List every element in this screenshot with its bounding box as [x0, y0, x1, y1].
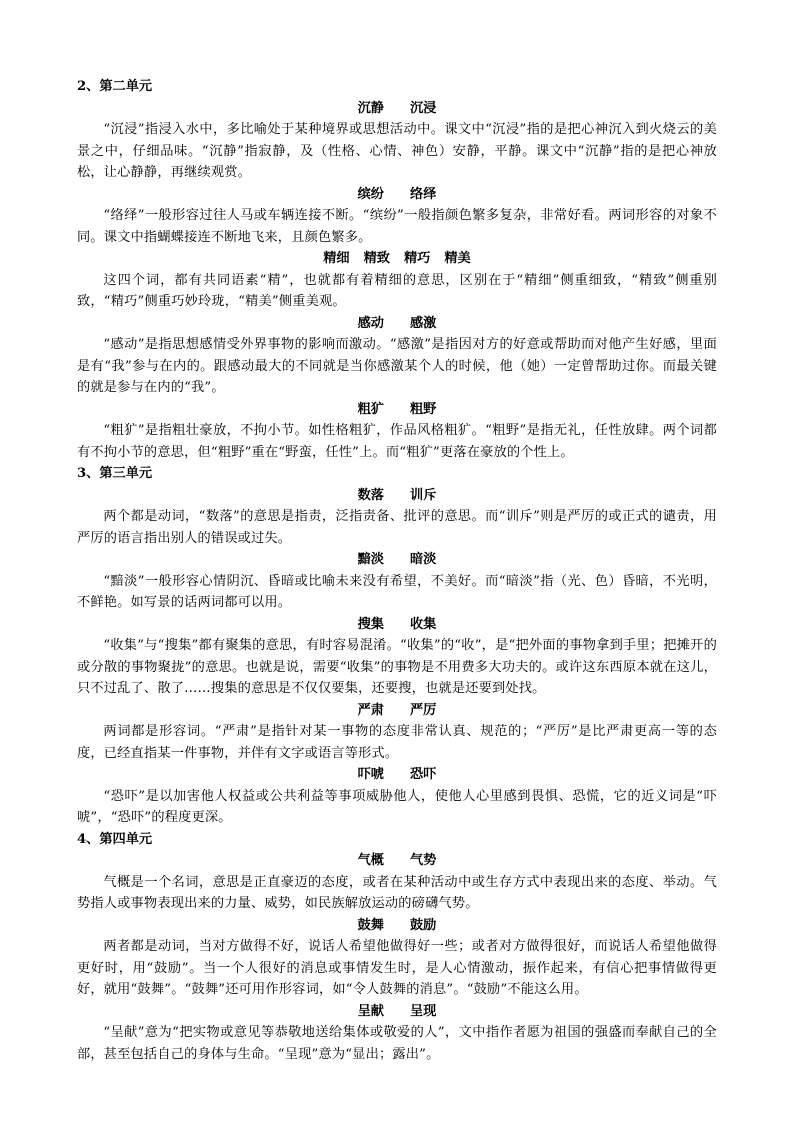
explanation-paragraph: “呈献”意为“把实物或意见等恭敬地送给集体或敬爱的人”，文中指作者愿为祖国的强盛而奉献自己的全部，甚至包括自己的身体与生命。“呈现”意为“显出；露出”。 [77, 1025, 717, 1062]
term: 精美 [444, 251, 471, 266]
term: 粗野 [410, 401, 437, 417]
term: 搜集 [357, 616, 384, 632]
explanation-paragraph: 两个都是动词，“数落”的意思是指责，泛指责备、批评的意思。而“训斥”则是严厉的或正式的谴责，用严厉的语言指出别人的错误或过失。 [77, 509, 717, 546]
term: 数落 [357, 487, 384, 503]
term: 鼓舞 [357, 917, 384, 933]
explanation-paragraph: 气概是一个名词，意思是正直豪迈的态度，或者在某种活动中或生存方式中表现出来的态度、举动。气势指人或事物表现出来的力量、威势，如民族解放运动的磅礴气势。 [77, 874, 717, 911]
term: 粗犷 [357, 401, 384, 417]
term-heading [77, 614, 717, 636]
term: 呈献 [357, 1003, 384, 1019]
term-heading [77, 485, 717, 507]
term: 感动 [357, 315, 384, 331]
term: 气概 [357, 853, 384, 868]
explanation-paragraph: “黯淡”一般形容心情阴沉、昏暗或比喻未来没有希望，不美好。而“暗淡”指（光、色）昏暗，不光明，不鲜艳。如写景的话两词都可以用。 [77, 573, 717, 610]
explanation-paragraph: “粗犷”是指粗壮豪放，不拘小节。如性格粗犷，作品风格粗犷。“粗野”是指无礼，任性放肆。两个词都有不拘小节的意思，但“粗野”重在“野蛮，任性”上。而“粗犷”更落在豪放的个性上。 [77, 423, 717, 460]
term-heading [77, 764, 717, 786]
section-unit-4 [77, 829, 717, 1066]
term-heading [77, 313, 717, 335]
term: 严肃 [357, 702, 384, 718]
section-unit-2 [77, 76, 717, 463]
term: 收集 [410, 616, 437, 632]
term: 络绎 [410, 186, 437, 202]
term: 精致 [363, 251, 390, 266]
term: 精巧 [404, 251, 431, 266]
unit-heading: 3、第三单元 [77, 466, 153, 481]
explanation-paragraph: “络绎”一般形容过往人马或车辆连接不断。“缤纷”一般指颜色繁多复杂，非常好看。两词形容的对象不同。课文中指蝴蝶接连不断地飞来，且颜色繁多。 [77, 208, 717, 245]
explanation-paragraph: “沉浸”指浸入水中，多比喻处于某种境界或思想活动中。课文中“沉浸”指的是把心神沉入到火烧云的美景之中，仔细品味。“沉静”指寂静，及（性格、心情、神色）安静，平静。课文中“沉静”指的是把心神放松，让心静静，再继续观赏。 [77, 122, 717, 180]
term-heading [77, 850, 717, 872]
term: 严厉 [410, 702, 437, 718]
section-unit-3 [77, 463, 717, 829]
term-heading [77, 98, 717, 120]
term-heading [77, 700, 717, 722]
explanation-paragraph: 两词都是形容词。“严肃”是指针对某一事物的态度非常认真、规范的；“严厉”是比严肃更高一等的态度，已经直指某一件事物，并伴有文字或语言等形式。 [77, 724, 717, 761]
term: 缤纷 [357, 186, 384, 202]
term: 感激 [410, 315, 437, 331]
explanation-paragraph: 这四个词，都有共同语素“精”，也就都有着精细的意思，区别在于“精细”侧重细致，“精致”侧重别致，“精巧”侧重巧妙玲珑，“精美”侧重美观。 [77, 272, 717, 309]
term: 吓唬 [357, 767, 384, 782]
term: 鼓励 [410, 917, 437, 933]
term: 沉静 [357, 100, 384, 116]
term: 沉浸 [410, 100, 437, 116]
term: 呈现 [410, 1003, 437, 1019]
document-page [77, 76, 717, 1065]
explanation-paragraph: “收集”与“搜集”都有聚集的意思，有时容易混淆。“收集”的“收”，是“把外面的事物拿到手里；把摊开的或分散的事物聚拢”的意思。也就是说，需要“收集”的事物是不用费多大功夫的。或许这东西原本就在这儿，只不过乱了、散了……搜集的意思是不仅仅要集，还要搜，也就是还要到处找。 [77, 638, 717, 696]
explanation-paragraph: “感动”是指思想感情受外界事物的影响而激动。“感激”是指因对方的好意或帮助而对他产生好感，里面是有“我”参与在内的。跟感动最大的不同就是当你感激某个人的时候，他（她）一定曾帮助过你。而最关键的就是参与在内的“我”。 [77, 337, 717, 395]
term: 黯淡 [357, 552, 384, 567]
term-heading [77, 549, 717, 571]
unit-heading: 2、第二单元 [77, 79, 153, 94]
unit-heading: 4、第四单元 [77, 831, 153, 847]
term: 暗淡 [410, 552, 437, 567]
term-heading [77, 184, 717, 206]
term-heading [77, 915, 717, 937]
term-heading [77, 248, 717, 270]
term: 恐吓 [410, 767, 437, 782]
term: 精细 [323, 251, 350, 266]
term: 气势 [410, 853, 437, 868]
explanation-paragraph: 两者都是动词，当对方做得不好，说话人希望他做得好一些；或者对方做得很好，而说话人希望他做得更好时，用“鼓励”。当一个人很好的消息或事情发生时，是人心情激动，振作起来，有信心把事情做得更好，就用“鼓舞”。“鼓舞”还可用作形容词，如“令人鼓舞的消息”。“鼓励”不能这么用。 [77, 939, 717, 997]
explanation-paragraph: “恐吓”是以加害他人权益或公共利益等事项威胁他人，使他人心里感到畏惧、恐慌，它的近义词是“吓唬”，“恐吓”的程度更深。 [77, 788, 717, 825]
term-heading [77, 399, 717, 421]
term: 训斥 [410, 487, 437, 503]
term-heading [77, 1001, 717, 1023]
